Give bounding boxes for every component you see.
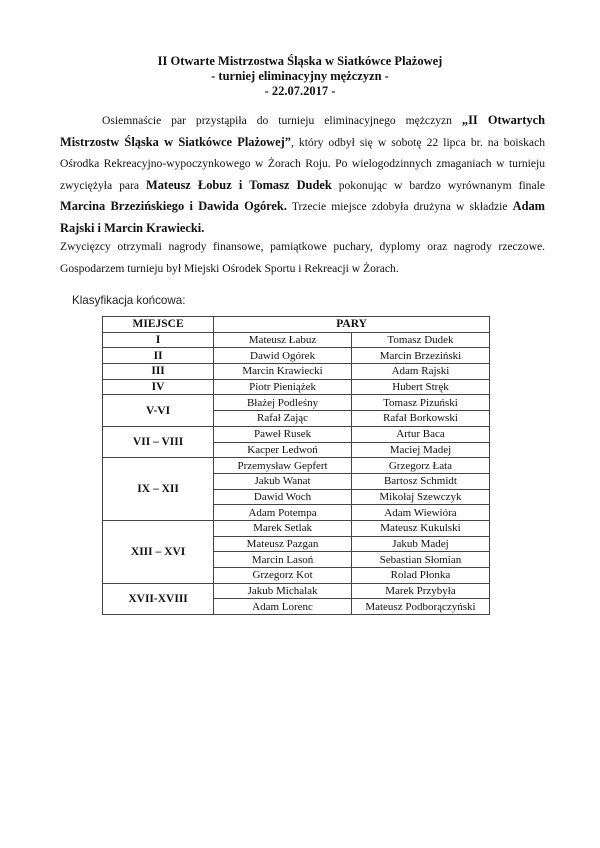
tournament-name: „II Otwartych Mistrzostw Śląska w Siatkówce Plażowej” bbox=[60, 113, 545, 149]
player-1-cell: Adam Lorenc bbox=[214, 599, 352, 615]
document-title: II Otwarte Mistrzostwa Śląska w Siatkówce Plażowej bbox=[157, 54, 443, 68]
winners-names: Mateusz Łobuz i Tomasz Dudek bbox=[146, 177, 332, 192]
player-1-cell: Grzegorz Kot bbox=[214, 568, 352, 584]
player-1-cell: Błażej Podleśny bbox=[214, 395, 352, 411]
outro-paragraph: Zwycięzcy otrzymali nagrody finansowe, pamiątkowe puchary, dyplomy oraz nagrody rzeczowe. Gospodarzem turnieju był Miejski Ośrodek Sportu i Rekreacji w Żorach. bbox=[60, 240, 545, 275]
player-1-cell: Dawid Ogórek bbox=[214, 348, 352, 364]
intro-text-4: Trzecie miejsce zdobyła drużyna w składzie bbox=[286, 200, 513, 213]
place-cell: V-VI bbox=[103, 395, 214, 426]
document-header bbox=[0, 54, 600, 99]
player-2-cell: Mikołaj Szewczyk bbox=[351, 489, 489, 505]
table-row bbox=[103, 379, 490, 395]
results-table bbox=[102, 316, 490, 615]
player-2-cell: Rolad Płonka bbox=[351, 568, 489, 584]
place-cell: III bbox=[103, 364, 214, 380]
intro-text-3: pokonując w bardzo wyrównanym finale bbox=[331, 178, 545, 192]
player-1-cell: Kacper Ledwoń bbox=[214, 442, 352, 458]
table-row bbox=[103, 583, 490, 599]
table-row bbox=[103, 426, 490, 442]
player-1-cell: Jakub Wanat bbox=[214, 473, 352, 489]
table-header-row bbox=[103, 317, 490, 333]
player-2-cell: Mateusz Kukulski bbox=[351, 520, 489, 536]
header-pairs: PARY bbox=[214, 317, 490, 333]
place-cell: IX – XII bbox=[103, 458, 214, 521]
player-2-cell: Adam Rajski bbox=[351, 364, 489, 380]
player-2-cell: Jakub Madej bbox=[351, 536, 489, 552]
table-row bbox=[103, 348, 490, 364]
player-1-cell: Marcin Lasoń bbox=[214, 552, 352, 568]
player-1-cell: Piotr Pieniążek bbox=[214, 379, 352, 395]
player-1-cell: Adam Potempa bbox=[214, 505, 352, 521]
player-2-cell: Marcin Brzeziński bbox=[351, 348, 489, 364]
place-cell: XVII-XVIII bbox=[103, 583, 214, 614]
player-2-cell: Maciej Madej bbox=[351, 442, 489, 458]
player-1-cell: Rafał Zając bbox=[214, 411, 352, 427]
classification-label: Klasyfikacja końcowa: bbox=[72, 294, 186, 307]
player-2-cell: Mateusz Podborączyński bbox=[351, 599, 489, 615]
place-cell: II bbox=[103, 348, 214, 364]
player-1-cell: Jakub Michalak bbox=[214, 583, 352, 599]
header-place: MIEJSCE bbox=[103, 317, 214, 333]
player-1-cell: Marek Setlak bbox=[214, 520, 352, 536]
intro-text-2: , który odbył się w sobotę 22 lipca br. na boiskach Ośrodka Rekreacyjno-wypoczynkowego w Żorach Roju. Po wielogodzinnych zmaganiach w turnieju zwyciężyła para bbox=[60, 135, 546, 192]
player-2-cell: Adam Wiewióra bbox=[351, 505, 489, 521]
document-subtitle: - turniej eliminacyjny mężczyzn - bbox=[211, 69, 389, 83]
document-date: - 22.07.2017 - bbox=[264, 84, 336, 98]
intro-paragraph bbox=[60, 110, 545, 239]
table-row bbox=[103, 364, 490, 380]
player-1-cell: Dawid Woch bbox=[214, 489, 352, 505]
place-cell: I bbox=[103, 332, 214, 348]
player-1-cell: Marcin Krawiecki bbox=[214, 364, 352, 380]
player-2-cell: Tomasz Pizuński bbox=[351, 395, 489, 411]
player-2-cell: Grzegorz Łata bbox=[351, 458, 489, 474]
player-2-cell: Marek Przybyła bbox=[351, 583, 489, 599]
place-cell: VII – VIII bbox=[103, 426, 214, 457]
table-row bbox=[103, 458, 490, 474]
intro-text-1: Osiemnaście par przystąpiła do turnieju eliminacyjnego mężczyzn bbox=[102, 114, 462, 127]
player-1-cell: Mateusz Łabuz bbox=[214, 332, 352, 348]
player-2-cell: Tomasz Dudek bbox=[351, 332, 489, 348]
place-cell: IV bbox=[103, 379, 214, 395]
table-row bbox=[103, 395, 490, 411]
player-2-cell: Hubert Stręk bbox=[351, 379, 489, 395]
player-2-cell: Artur Baca bbox=[351, 426, 489, 442]
third-place-names: Adam Rajski i Marcin Krawiecki. bbox=[60, 199, 545, 235]
player-2-cell: Sebastian Słomian bbox=[351, 552, 489, 568]
player-2-cell: Rafał Borkowski bbox=[351, 411, 489, 427]
player-2-cell: Bartosz Schmidt bbox=[351, 473, 489, 489]
place-cell: XIII – XVI bbox=[103, 520, 214, 583]
finalists-names: Marcina Brzezińskiego i Dawida Ogórek. bbox=[60, 199, 287, 213]
player-1-cell: Mateusz Pazgan bbox=[214, 536, 352, 552]
player-1-cell: Przemysław Gepfert bbox=[214, 458, 352, 474]
table-row bbox=[103, 332, 490, 348]
player-1-cell: Paweł Rusek bbox=[214, 426, 352, 442]
table-row bbox=[103, 520, 490, 536]
